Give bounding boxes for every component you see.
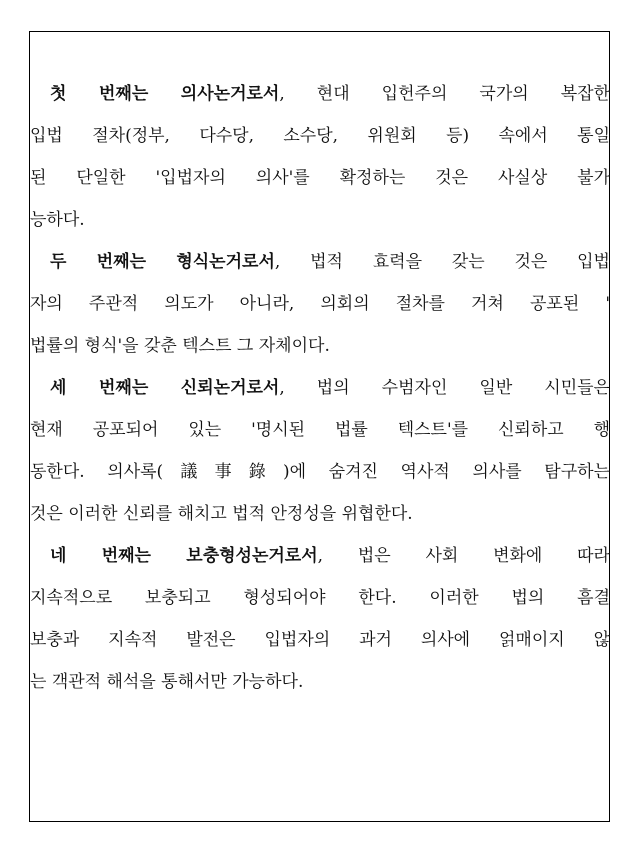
paragraph-1-line-2: 입법 절차(정부, 다수당, 소수당, 위원회 등) 속에서 통일 [30, 126, 610, 146]
paragraph-2-line-3: 법률의 형식'을 갖춘 텍스트 그 자체이다. [30, 336, 330, 356]
paragraph-2-line-2: 자의 주관적 의도가 아니라, 의회의 절차를 거쳐 공포된 ' [30, 294, 610, 314]
paragraph-4-text: , 법은 사회 변화에 따라 [317, 546, 610, 566]
paragraph-4-line-4: 는 객관적 해석을 통해서만 가능하다. [30, 672, 304, 692]
paragraph-1-text: , 현대 입헌주의 국가의 복잡한 [279, 84, 610, 104]
paragraph-2-line-1 [30, 252, 610, 272]
paragraph-4-line-2: 지속적으로 보충되고 형성되어야 한다. 이러한 법의 흠결 [30, 588, 610, 608]
paragraph-3-text: , 법의 수범자인 일반 시민들은 [279, 378, 610, 398]
paragraph-2-lead: 두 번째는 형식논거로서 [50, 252, 275, 272]
paragraph-1-line-1 [30, 84, 610, 104]
paragraph-3-line-4: 것은 이러한 신뢰를 해치고 법적 안정성을 위협한다. [30, 504, 413, 524]
paragraph-4-line-3: 보충과 지속적 발전은 입법자의 과거 의사에 얽매이지 않 [30, 630, 610, 650]
paragraph-1-line-4: 능하다. [30, 210, 85, 230]
paragraph-1-lead: 첫 번째는 의사논거로서 [50, 84, 280, 104]
paragraph-4-line-1 [30, 546, 610, 566]
paragraph-3-line-3: 동한다. 의사록(議事錄)에 숨겨진 역사적 의사를 탐구하는 [30, 462, 610, 482]
paragraph-3-lead: 세 번째는 신뢰논거로서 [50, 378, 280, 398]
paragraph-4-lead: 네 번째는 보충형성논거로서 [50, 546, 318, 566]
paragraph-1-line-3: 된 단일한 '입법자의 의사'를 확정하는 것은 사실상 불가 [30, 168, 610, 188]
paragraph-3-line-1 [30, 378, 610, 398]
paragraph-2-text: , 법적 효력을 갖는 것은 입법 [274, 252, 610, 272]
paragraph-3-line-2: 현재 공포되어 있는 '명시된 법률 텍스트'를 신뢰하고 행 [30, 420, 610, 440]
